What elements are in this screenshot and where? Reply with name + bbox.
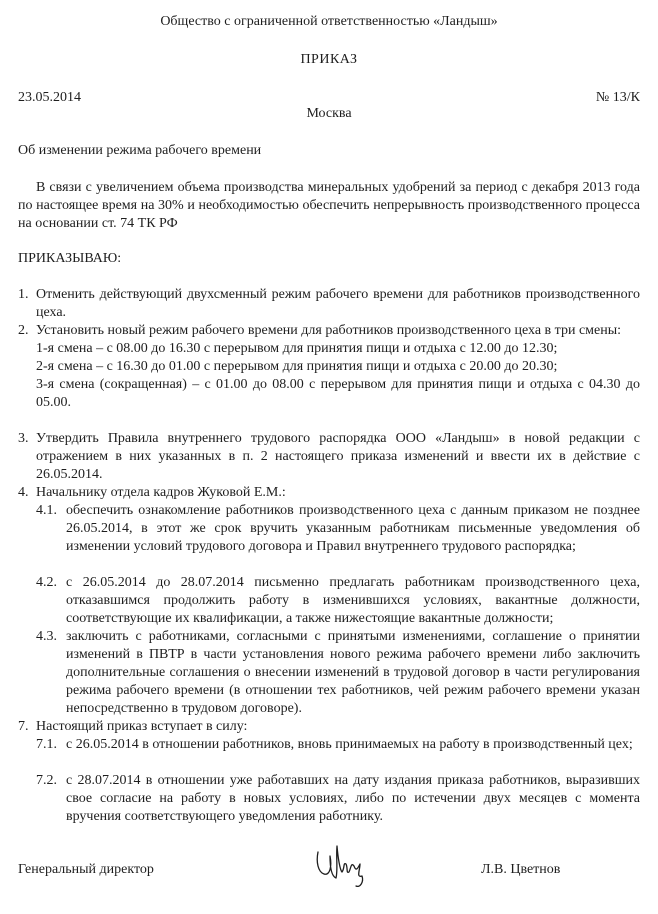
- order-item-3: [18, 430, 640, 484]
- subitem-text: с 26.05.2014 до 28.07.2014 письменно предлагать работникам производственного цеха, отказавшимся продолжить работу в изменившихся условиях, вакантные должности, соответствующие их квалификации, а также нижестоящие вакантные должности;: [66, 575, 640, 626]
- subitem-number: 4.3.: [36, 629, 57, 644]
- subitem-number: 7.2.: [36, 773, 57, 788]
- signatory-position: Генеральный директор: [18, 862, 154, 877]
- shift-line-3: 3-я смена (сокращенная) – с 01.00 до 08.00 с перерывом для принятия пищи и отдыха с 04.30 до 05.00.: [36, 377, 640, 410]
- order-item-1: [18, 286, 640, 322]
- item-number: 1.: [18, 287, 29, 302]
- document-number: № 13/К: [595, 90, 640, 105]
- subitem-number: 4.2.: [36, 575, 57, 590]
- order-subitem-7-1: [36, 736, 640, 754]
- organization-name: Общество с ограниченной ответственностью «Ландыш»: [160, 14, 498, 29]
- item-text: Настоящий приказ вступает в силу:: [36, 719, 248, 734]
- order-word: ПРИКАЗЫВАЮ:: [18, 251, 122, 266]
- order-item-2: [18, 322, 640, 412]
- item-text: Начальнику отдела кадров Жуковой Е.М.:: [36, 485, 286, 500]
- preamble-paragraph: В связи с увеличением объема производства минеральных удобрений за период с декабря 2013 года по настоящее время на 30% и необходимостью обеспечить непрерывность производственного процесса на основании ст. 74 ТК РФ: [18, 180, 640, 231]
- item-number: 4.: [18, 485, 29, 500]
- subitem-text: обеспечить ознакомление работников производственного цеха с данным приказом не позднее 26.05.2014, в этот же срок вручить указанным работникам письменные уведомления об изменении условий трудового договора и Правил внутреннего трудового распорядка;: [66, 503, 640, 554]
- subitem-number: 7.1.: [36, 737, 57, 752]
- subitem-number: 4.1.: [36, 503, 57, 518]
- shift-line-1: 1-я смена – с 08.00 до 16.30 с перерывом для принятия пищи и отдыха с 12.00 до 12.30;: [36, 341, 558, 356]
- item-text: Установить новый режим рабочего времени для работников производственного цеха в три смены:: [36, 323, 622, 338]
- order-subitem-4-1: [36, 502, 640, 556]
- shift-line-2: 2-я смена – с 16.30 до 01.00 с перерывом для принятия пищи и отдыха с 20.00 до 20.30;: [36, 359, 558, 374]
- item-number: 2.: [18, 323, 29, 338]
- order-subitem-4-2: [36, 574, 640, 628]
- document-city: Москва: [306, 106, 352, 121]
- signatory-name: Л.В. Цветнов: [481, 862, 561, 877]
- item-text: Утвердить Правила внутреннего трудового распорядка ООО «Ландыш» в новой редакции с отражением в них указанных в п. 2 настоящего приказа изменений и ввести их в действие с 26.05.2014.: [36, 431, 640, 482]
- order-subitem-7-2: [36, 772, 640, 826]
- subitem-text: с 28.07.2014 в отношении уже работавших на дату издания приказа работников, выразивших свое согласие на работу в новых условиях, либо по истечении двух месяцев с момента вручения соответствующего уведомления работнику.: [66, 773, 640, 824]
- order-item-4: [18, 484, 640, 502]
- item-number: 7.: [18, 719, 29, 734]
- document-subject: Об изменении режима рабочего времени: [18, 143, 262, 158]
- handwritten-signature: [312, 838, 372, 890]
- document-date: 23.05.2014: [18, 90, 81, 105]
- order-item-7: [18, 718, 640, 736]
- order-subitem-4-3: [36, 628, 640, 718]
- subitem-text: заключить с работниками, согласными с принятыми изменениями, соглашение о принятии изменений в ПВТР в части установления нового режима рабочего времени либо заключить дополнительные соглашения о внесении изменений в трудовой договор в части регулирования режима рабочего времени (в отношении тех работников, чей режим рабочего времени указан непосредственно в трудовом договоре).: [66, 629, 640, 716]
- subitem-text: с 26.05.2014 в отношении работников, вновь принимаемых на работу в производственный цех;: [66, 737, 633, 752]
- item-text: Отменить действующий двухсменный режим рабочего времени для работников производственного цеха.: [36, 287, 640, 320]
- document-title: ПРИКАЗ: [300, 52, 358, 67]
- item-number: 3.: [18, 431, 29, 446]
